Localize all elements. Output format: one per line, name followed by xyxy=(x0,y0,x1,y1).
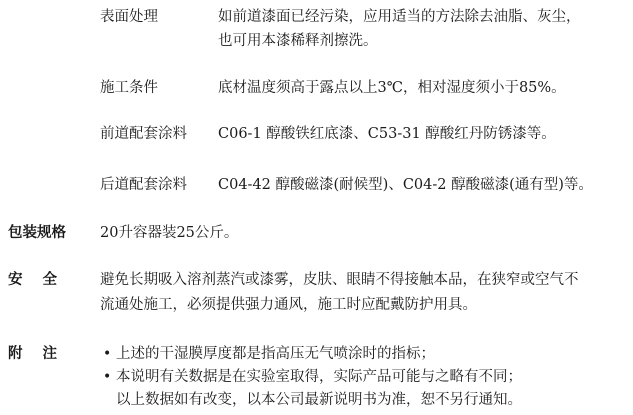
notes-label: 附注 xyxy=(8,346,77,362)
safety-label: 安全 xyxy=(8,272,77,288)
previous-coat-text: C06-1 醇酸铁红底漆、C53-31 醇酸红丹防锈漆等。 xyxy=(218,126,556,142)
subsequent-coat-label: 后道配套涂料 xyxy=(100,177,187,193)
safety-text-line-2: 流通处施工，必须提供强力通风，施工时应配戴防护用具。 xyxy=(100,297,477,313)
note-item-2-line-1: 本说明有关数据是在实验室取得，实际产品可能与之略有不同； xyxy=(116,369,522,385)
bullet-icon: • xyxy=(103,346,112,362)
surface-treatment-text-line-2: 也可用本漆稀释剂擦洗。 xyxy=(218,33,378,49)
safety-text-line-1: 避免长期吸入溶剂蒸汽或漆雾，皮肤、眼睛不得接触本品，在狭窄或空气不 xyxy=(100,272,579,288)
bullet-icon: • xyxy=(103,369,112,385)
previous-coat-label: 前道配套涂料 xyxy=(100,126,187,142)
note-item-1: 上述的干湿膜厚度都是指高压无气喷涂时的指标； xyxy=(116,346,435,362)
application-conditions-text: 底材温度须高于露点以上3℃，相对湿度须小于85%。 xyxy=(218,80,566,96)
note-item-2-line-2: 以上数据如有改变，以本公司最新说明书为准，恕不另行通知。 xyxy=(116,392,522,408)
surface-treatment-text-line-1: 如前道漆面已经污染，应用适当的方法除去油脂、灰尘， xyxy=(218,9,581,25)
packaging-label: 包装规格 xyxy=(8,225,66,241)
application-conditions-label: 施工条件 xyxy=(100,80,158,96)
surface-treatment-label: 表面处理 xyxy=(100,9,158,25)
subsequent-coat-text: C04-42 醇酸磁漆(耐候型)、C04-2 醇酸磁漆(通有型)等。 xyxy=(218,177,593,193)
packaging-text: 20升容器装25公斤。 xyxy=(100,225,239,241)
